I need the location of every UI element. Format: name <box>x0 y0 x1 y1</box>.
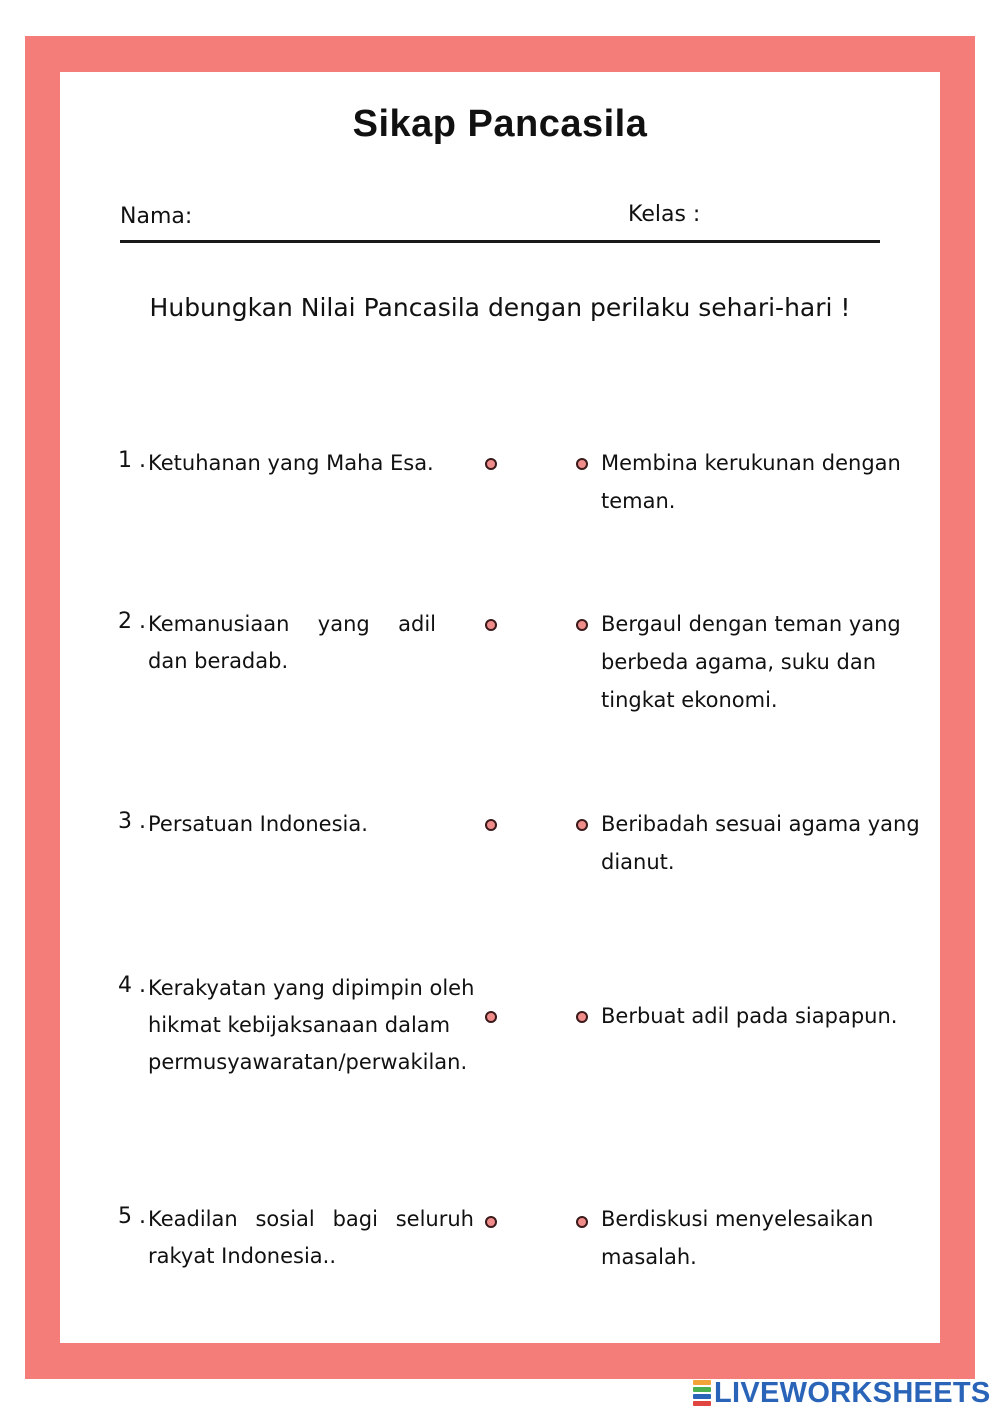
class-label: Kelas : <box>628 202 701 227</box>
left-item-text: Persatuan Indonesia. <box>148 812 368 836</box>
left-item-text: Kerakyatan yang dipimpin oleh hikmat kebijaksanaan dalam permusyawaratan/perwakilan. <box>148 976 475 1074</box>
right-item-text: Berbuat adil pada siapapun. <box>601 1004 898 1028</box>
left-item-text: Keadilan sosial bagi seluruh rakyat Indonesia.. <box>148 1207 474 1268</box>
item-number: 5 . <box>118 1204 146 1229</box>
liveworksheets-brand-text: LIVEWORKSHEETS <box>714 1376 991 1409</box>
liveworksheets-logo <box>693 1377 991 1409</box>
right-item-text: Beribadah sesuai agama yang dianut. <box>601 812 920 874</box>
left-connector-dot-1[interactable] <box>485 458 497 470</box>
left-connector-dot-4[interactable] <box>485 1011 497 1023</box>
right-item-text: Bergaul dengan teman yang berbeda agama, suku dan tingkat ekonomi. <box>601 612 901 712</box>
right-connector-dot-5[interactable] <box>576 1216 588 1228</box>
item-number: 2 . <box>118 609 146 634</box>
right-connector-dot-1[interactable] <box>576 458 588 470</box>
right-connector-dot-2[interactable] <box>576 619 588 631</box>
name-label: Nama: <box>120 204 193 229</box>
left-connector-dot-5[interactable] <box>485 1216 497 1228</box>
right-item-text: Berdiskusi menyelesaikan masalah. <box>601 1207 874 1269</box>
left-item-text: Kemanusiaan yang adil dan beradab. <box>148 612 436 673</box>
liveworksheets-logo-icon <box>693 1380 711 1406</box>
right-connector-dot-3[interactable] <box>576 819 588 831</box>
instruction-text: Hubungkan Nilai Pancasila dengan perilaku sehari-hari ! <box>149 293 851 322</box>
worksheet-title: Sikap Pancasila <box>352 103 648 145</box>
name-underline <box>120 240 880 243</box>
left-item-text: Ketuhanan yang Maha Esa. <box>148 451 434 475</box>
right-item-text: Membina kerukunan dengan teman. <box>601 451 901 513</box>
right-connector-dot-4[interactable] <box>576 1011 588 1023</box>
item-number: 1 . <box>118 448 146 473</box>
left-connector-dot-2[interactable] <box>485 619 497 631</box>
item-number: 4 . <box>118 973 146 998</box>
item-number: 3 . <box>118 809 146 834</box>
left-connector-dot-3[interactable] <box>485 819 497 831</box>
